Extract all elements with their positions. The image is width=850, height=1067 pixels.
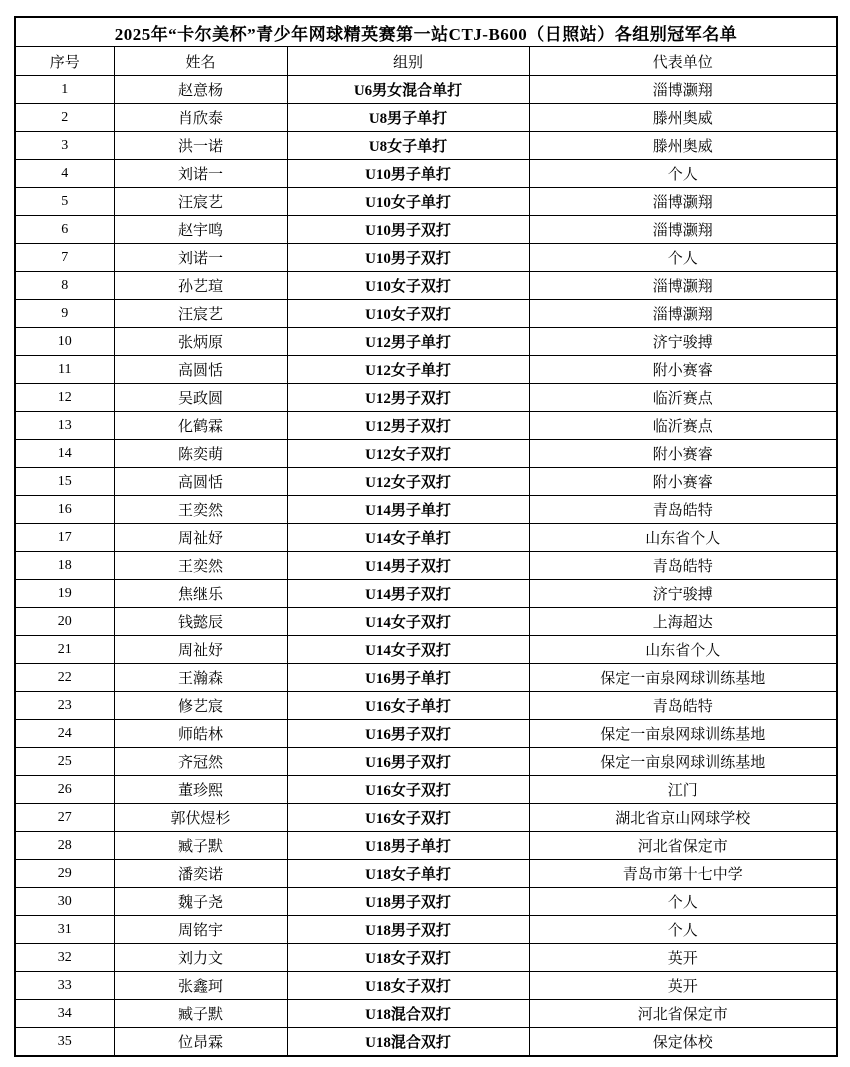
cell-group: U18男子单打 [287,832,529,860]
cell-serial-number: 18 [15,552,114,580]
cell-player-name: 潘奕诺 [114,860,287,888]
cell-player-name: 师皓林 [114,720,287,748]
cell-group: U18女子双打 [287,944,529,972]
cell-player-name: 王瀚森 [114,664,287,692]
cell-serial-number: 6 [15,216,114,244]
cell-serial-number: 29 [15,860,114,888]
table-row [15,244,837,272]
table-row [15,720,837,748]
cell-serial-number: 35 [15,1028,114,1057]
cell-serial-number: 17 [15,524,114,552]
table-row [15,216,837,244]
table-body [15,76,837,1057]
cell-player-name: 臧子默 [114,832,287,860]
cell-serial-number: 14 [15,440,114,468]
cell-player-name: 魏子尧 [114,888,287,916]
column-header-unit: 代表单位 [529,47,837,76]
cell-player-name: 赵宇鸣 [114,216,287,244]
cell-unit: 保定体校 [529,1028,837,1057]
table-row [15,412,837,440]
cell-group: U12女子双打 [287,468,529,496]
cell-group: U18男子双打 [287,916,529,944]
table-row [15,160,837,188]
table-row [15,636,837,664]
cell-unit: 保定一亩泉网球训练基地 [529,720,837,748]
table-row [15,804,837,832]
cell-player-name: 汪宸艺 [114,300,287,328]
cell-player-name: 周铭宇 [114,916,287,944]
table-row [15,972,837,1000]
cell-group: U10女子双打 [287,272,529,300]
cell-unit: 附小赛睿 [529,440,837,468]
cell-serial-number: 4 [15,160,114,188]
table-row [15,692,837,720]
cell-group: U10男子单打 [287,160,529,188]
cell-unit: 河北省保定市 [529,1000,837,1028]
cell-group: U14男子双打 [287,580,529,608]
table-row [15,580,837,608]
cell-group: U18男子双打 [287,888,529,916]
cell-serial-number: 30 [15,888,114,916]
table-row [15,440,837,468]
cell-unit: 青岛皓特 [529,692,837,720]
cell-serial-number: 8 [15,272,114,300]
cell-player-name: 刘力文 [114,944,287,972]
cell-unit: 淄博灏翔 [529,272,837,300]
cell-serial-number: 22 [15,664,114,692]
table-row [15,524,837,552]
cell-serial-number: 28 [15,832,114,860]
cell-group: U14男子单打 [287,496,529,524]
table-row [15,328,837,356]
cell-player-name: 齐冠然 [114,748,287,776]
cell-player-name: 王奕然 [114,552,287,580]
cell-serial-number: 19 [15,580,114,608]
cell-unit: 淄博灏翔 [529,216,837,244]
column-header-no: 序号 [15,47,114,76]
cell-group: U14女子双打 [287,608,529,636]
cell-unit: 个人 [529,888,837,916]
cell-unit: 个人 [529,916,837,944]
cell-player-name: 周祉妤 [114,636,287,664]
cell-serial-number: 11 [15,356,114,384]
cell-player-name: 高圆恬 [114,468,287,496]
cell-serial-number: 27 [15,804,114,832]
cell-unit: 河北省保定市 [529,832,837,860]
cell-group: U18混合双打 [287,1000,529,1028]
cell-unit: 淄博灏翔 [529,188,837,216]
table-row [15,944,837,972]
cell-serial-number: 20 [15,608,114,636]
cell-group: U12女子双打 [287,440,529,468]
champions-table [14,16,838,1057]
cell-group: U12女子单打 [287,356,529,384]
cell-unit: 淄博灏翔 [529,300,837,328]
cell-serial-number: 1 [15,76,114,104]
cell-group: U16男子单打 [287,664,529,692]
cell-player-name: 刘诺一 [114,160,287,188]
table-row [15,272,837,300]
cell-group: U16男子双打 [287,748,529,776]
cell-player-name: 张炳原 [114,328,287,356]
cell-serial-number: 31 [15,916,114,944]
cell-unit: 个人 [529,160,837,188]
cell-serial-number: 7 [15,244,114,272]
cell-unit: 临沂赛点 [529,412,837,440]
cell-player-name: 洪一诺 [114,132,287,160]
cell-unit: 山东省个人 [529,524,837,552]
cell-player-name: 肖欣泰 [114,104,287,132]
cell-serial-number: 9 [15,300,114,328]
cell-serial-number: 15 [15,468,114,496]
cell-player-name: 郭伏煜杉 [114,804,287,832]
cell-unit: 滕州奥威 [529,104,837,132]
table-row [15,888,837,916]
cell-player-name: 焦继乐 [114,580,287,608]
cell-group: U12男子双打 [287,384,529,412]
cell-serial-number: 5 [15,188,114,216]
cell-serial-number: 2 [15,104,114,132]
table-row [15,860,837,888]
table-row [15,300,837,328]
cell-serial-number: 26 [15,776,114,804]
cell-group: U10女子双打 [287,300,529,328]
cell-serial-number: 32 [15,944,114,972]
cell-unit: 临沂赛点 [529,384,837,412]
table-row [15,916,837,944]
cell-group: U6男女混合单打 [287,76,529,104]
cell-unit: 济宁骏搏 [529,580,837,608]
cell-unit: 青岛皓特 [529,552,837,580]
cell-unit: 附小赛睿 [529,468,837,496]
cell-unit: 个人 [529,244,837,272]
cell-player-name: 张鑫珂 [114,972,287,1000]
cell-unit: 滕州奥威 [529,132,837,160]
cell-unit: 上海超达 [529,608,837,636]
table-row [15,104,837,132]
cell-unit: 青岛皓特 [529,496,837,524]
cell-group: U16女子双打 [287,804,529,832]
cell-group: U8男子单打 [287,104,529,132]
cell-serial-number: 16 [15,496,114,524]
cell-group: U18女子单打 [287,860,529,888]
cell-player-name: 陈奕萌 [114,440,287,468]
cell-group: U14女子单打 [287,524,529,552]
cell-serial-number: 12 [15,384,114,412]
cell-group: U14女子双打 [287,636,529,664]
cell-unit: 附小赛睿 [529,356,837,384]
cell-player-name: 王奕然 [114,496,287,524]
cell-group: U16男子双打 [287,720,529,748]
cell-serial-number: 13 [15,412,114,440]
cell-player-name: 汪宸艺 [114,188,287,216]
cell-unit: 英开 [529,972,837,1000]
cell-group: U10男子双打 [287,216,529,244]
cell-serial-number: 21 [15,636,114,664]
cell-unit: 保定一亩泉网球训练基地 [529,748,837,776]
cell-player-name: 董珍熙 [114,776,287,804]
cell-serial-number: 23 [15,692,114,720]
cell-serial-number: 25 [15,748,114,776]
cell-unit: 淄博灏翔 [529,76,837,104]
cell-unit: 保定一亩泉网球训练基地 [529,664,837,692]
cell-serial-number: 10 [15,328,114,356]
table-row [15,552,837,580]
cell-group: U14男子双打 [287,552,529,580]
cell-player-name: 周祉妤 [114,524,287,552]
column-header-name: 姓名 [114,47,287,76]
cell-group: U18女子双打 [287,972,529,1000]
cell-group: U10女子单打 [287,188,529,216]
cell-player-name: 刘诺一 [114,244,287,272]
cell-serial-number: 24 [15,720,114,748]
cell-group: U16女子双打 [287,776,529,804]
cell-unit: 湖北省京山网球学校 [529,804,837,832]
cell-unit: 济宁骏搏 [529,328,837,356]
title-row [15,17,837,47]
table-row [15,384,837,412]
table-row [15,608,837,636]
cell-player-name: 臧子默 [114,1000,287,1028]
table-row [15,1028,837,1057]
table-row [15,496,837,524]
cell-player-name: 位昂霖 [114,1028,287,1057]
cell-group: U16女子单打 [287,692,529,720]
cell-unit: 英开 [529,944,837,972]
cell-group: U12男子双打 [287,412,529,440]
page-title: 2025年“卡尔美杯”青少年网球精英赛第一站CTJ-B600（日照站）各组别冠军名单 [15,17,837,47]
cell-serial-number: 34 [15,1000,114,1028]
cell-group: U12男子单打 [287,328,529,356]
cell-player-name: 吴政圆 [114,384,287,412]
table-row [15,664,837,692]
cell-unit: 江门 [529,776,837,804]
cell-player-name: 赵意杨 [114,76,287,104]
table-row [15,356,837,384]
table-row [15,832,837,860]
column-header-group: 组别 [287,47,529,76]
table-row [15,188,837,216]
cell-unit: 青岛市第十七中学 [529,860,837,888]
cell-serial-number: 33 [15,972,114,1000]
header-row [15,47,837,76]
cell-serial-number: 3 [15,132,114,160]
cell-player-name: 孙艺瑄 [114,272,287,300]
table-row [15,132,837,160]
cell-player-name: 高圆恬 [114,356,287,384]
table-row [15,468,837,496]
table-row [15,748,837,776]
cell-unit: 山东省个人 [529,636,837,664]
table-row [15,76,837,104]
cell-player-name: 化鹤霖 [114,412,287,440]
table-row [15,1000,837,1028]
cell-group: U10男子双打 [287,244,529,272]
cell-group: U18混合双打 [287,1028,529,1057]
cell-group: U8女子单打 [287,132,529,160]
cell-player-name: 修艺宸 [114,692,287,720]
cell-player-name: 钱懿辰 [114,608,287,636]
table-row [15,776,837,804]
